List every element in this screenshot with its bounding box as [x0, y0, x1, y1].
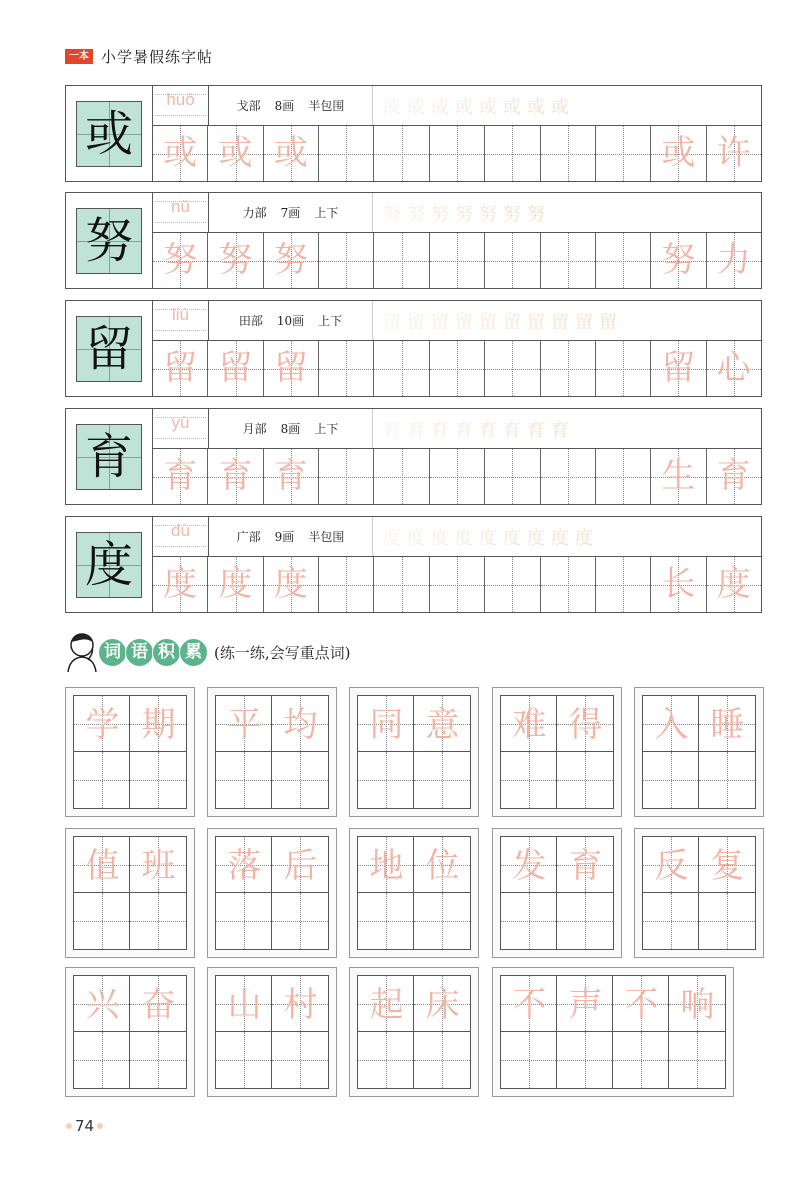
stroke-step: 留 — [455, 311, 473, 333]
stroke-count-label: 10画 — [276, 314, 305, 328]
word-grid-wrapper — [357, 695, 482, 809]
stroke-count-label: 7画 — [280, 206, 301, 220]
book-title: 小学暑假练字帖 — [101, 48, 214, 66]
writing-cell[interactable] — [208, 126, 263, 181]
writing-cell[interactable] — [264, 449, 319, 504]
word-writing-cell[interactable] — [130, 893, 186, 949]
structure-label: 上下 — [314, 422, 339, 436]
word-writing-cell[interactable] — [557, 1032, 613, 1088]
word-trace-text: 难得 — [512, 704, 625, 745]
word-box — [634, 828, 767, 958]
word-writing-cell[interactable] — [272, 893, 328, 949]
model-character-cell — [66, 301, 153, 396]
word-accumulation-heading — [62, 630, 350, 674]
character-info — [209, 517, 373, 556]
stroke-count-label: 8画 — [274, 99, 295, 113]
writing-cell[interactable] — [485, 126, 540, 181]
stroke-step: 留 — [431, 311, 449, 333]
model-character: 留 — [84, 321, 133, 377]
writing-cell[interactable] — [596, 341, 651, 396]
word-writing-cell[interactable] — [358, 893, 414, 949]
word-trace-text: 发育 — [512, 845, 625, 886]
stroke-step: 度 — [383, 527, 401, 549]
character-info-row — [153, 301, 761, 341]
word-grid-wrapper — [215, 695, 340, 809]
stroke-step: 育 — [407, 419, 425, 441]
character-info-row — [153, 409, 761, 449]
character-info — [209, 86, 373, 125]
writing-cell[interactable] — [707, 233, 761, 288]
trace-character: 育 — [273, 456, 308, 496]
writing-cell[interactable] — [707, 557, 761, 612]
stroke-step: 留 — [551, 311, 569, 333]
writing-cell[interactable] — [153, 449, 208, 504]
word-writing-cell[interactable] — [643, 752, 699, 808]
word-writing-cell[interactable] — [272, 1032, 328, 1088]
word-grid-wrapper — [73, 695, 198, 809]
character-info-row — [153, 517, 761, 557]
structure-label: 半包围 — [308, 530, 345, 544]
writing-cell[interactable] — [651, 341, 706, 396]
pinyin-text: liú — [171, 305, 189, 324]
model-character: 育 — [84, 429, 133, 485]
writing-cell[interactable] — [485, 341, 540, 396]
word-box — [207, 687, 340, 817]
writing-cells — [153, 126, 761, 181]
model-character-box — [76, 532, 142, 598]
word-character: 育 — [716, 456, 751, 496]
radical-label: 力部 — [242, 206, 267, 220]
stroke-order-sequence — [373, 409, 761, 448]
character-info — [209, 301, 373, 340]
word-trace-text: 起床 — [369, 984, 482, 1025]
word-character: 心 — [716, 348, 751, 388]
stroke-step: 育 — [527, 419, 545, 441]
trace-character: 或 — [273, 133, 308, 173]
stroke-step: 育 — [383, 419, 401, 441]
word-writing-cell[interactable] — [669, 1032, 725, 1088]
trace-character: 度 — [163, 564, 198, 604]
word-trace-text: 平均 — [227, 704, 340, 745]
word-character: 度 — [716, 564, 751, 604]
writing-cell[interactable] — [485, 449, 540, 504]
writing-cell[interactable] — [319, 233, 374, 288]
word-grid-wrapper — [73, 975, 198, 1089]
stroke-step: 努 — [407, 203, 425, 225]
trace-character: 育 — [163, 456, 198, 496]
word-writing-cell[interactable] — [414, 752, 470, 808]
writing-cell[interactable] — [707, 449, 761, 504]
word-writing-cell[interactable] — [699, 752, 755, 808]
stroke-step: 或 — [503, 96, 521, 118]
stroke-count-label: 8画 — [280, 422, 301, 436]
stroke-step: 留 — [479, 311, 497, 333]
character-info — [209, 193, 373, 232]
model-character-cell — [66, 86, 153, 181]
trace-character: 努 — [273, 240, 308, 280]
model-character: 度 — [84, 537, 133, 593]
word-writing-cell[interactable] — [358, 1032, 414, 1088]
trace-character: 留 — [273, 348, 308, 388]
dot-decoration — [97, 1123, 103, 1129]
word-writing-cell[interactable] — [501, 1032, 557, 1088]
stroke-step: 育 — [503, 419, 521, 441]
word-trace-text: 不声不响 — [512, 984, 737, 1025]
word-grid-wrapper — [215, 975, 340, 1089]
writing-cell[interactable] — [430, 233, 485, 288]
stroke-step: 或 — [431, 96, 449, 118]
word-box — [207, 828, 340, 958]
writing-cell[interactable] — [153, 126, 208, 181]
section-title-char: 累 — [179, 638, 208, 667]
section-subtitle: (练一练,会写重点词) — [214, 643, 351, 662]
writing-cell[interactable] — [541, 233, 596, 288]
model-character: 努 — [84, 213, 133, 269]
section-title — [98, 638, 206, 667]
word-writing-cell[interactable] — [557, 752, 613, 808]
writing-cell[interactable] — [374, 341, 429, 396]
word-trace-text: 山村 — [227, 984, 340, 1025]
stroke-step: 努 — [455, 203, 473, 225]
stroke-order-sequence — [373, 86, 761, 125]
stroke-step: 度 — [503, 527, 521, 549]
page-number — [66, 1117, 103, 1135]
stroke-order-sequence — [373, 517, 761, 556]
practice-row — [65, 516, 762, 613]
word-character: 留 — [661, 348, 696, 388]
word-writing-cell[interactable] — [643, 893, 699, 949]
word-grid-wrapper — [357, 975, 482, 1089]
series-logo: 一本 — [65, 49, 93, 64]
section-title-char: 积 — [152, 638, 181, 667]
word-writing-cell[interactable] — [414, 893, 470, 949]
stroke-step: 留 — [527, 311, 545, 333]
word-trace-text: 同意 — [369, 704, 482, 745]
stroke-step: 或 — [527, 96, 545, 118]
stroke-step: 或 — [455, 96, 473, 118]
word-trace-text: 地位 — [369, 845, 482, 886]
trace-character: 或 — [218, 133, 253, 173]
word-trace-text: 落后 — [227, 845, 340, 886]
model-character-box — [76, 424, 142, 490]
model-character: 或 — [84, 106, 133, 162]
word-writing-cell[interactable] — [130, 1032, 186, 1088]
writing-cell[interactable] — [319, 341, 374, 396]
writing-cell[interactable] — [208, 233, 263, 288]
model-character-box — [76, 101, 142, 167]
writing-cell[interactable] — [374, 233, 429, 288]
stroke-step: 留 — [575, 311, 593, 333]
word-trace-text: 值班 — [85, 845, 198, 886]
word-writing-cell[interactable] — [216, 1032, 272, 1088]
stroke-step: 育 — [479, 419, 497, 441]
pinyin-cell — [153, 517, 209, 556]
word-writing-cell[interactable] — [74, 752, 130, 808]
word-box — [349, 967, 482, 1097]
writing-cell[interactable] — [208, 449, 263, 504]
word-grid-wrapper — [500, 975, 737, 1089]
word-writing-cell[interactable] — [501, 893, 557, 949]
trace-character: 努 — [218, 240, 253, 280]
writing-cell[interactable] — [707, 126, 761, 181]
word-box — [349, 828, 482, 958]
stroke-step: 努 — [527, 203, 545, 225]
word-grid-wrapper — [500, 695, 625, 809]
stroke-step: 度 — [527, 527, 545, 549]
model-character-box — [76, 208, 142, 274]
word-box — [65, 967, 198, 1097]
word-trace-text: 兴奋 — [85, 984, 198, 1025]
writing-cell[interactable] — [374, 126, 429, 181]
word-grid-wrapper — [73, 836, 198, 950]
word-writing-cell[interactable] — [358, 752, 414, 808]
writing-cell[interactable] — [208, 341, 263, 396]
writing-cell[interactable] — [430, 557, 485, 612]
stroke-step: 留 — [503, 311, 521, 333]
model-character-cell — [66, 193, 153, 288]
stroke-step: 或 — [479, 96, 497, 118]
character-info-row — [153, 193, 761, 233]
writing-cell[interactable] — [264, 557, 319, 612]
practice-row — [65, 192, 762, 289]
stroke-step: 留 — [599, 311, 617, 333]
word-trace-text: 反复 — [654, 845, 767, 886]
model-character-cell — [66, 409, 153, 504]
stroke-step: 育 — [455, 419, 473, 441]
word-writing-cell[interactable] — [272, 752, 328, 808]
writing-cell[interactable] — [485, 557, 540, 612]
word-trace-text: 入睡 — [654, 704, 767, 745]
word-writing-cell[interactable] — [414, 1032, 470, 1088]
word-character: 许 — [716, 133, 751, 173]
practice-row — [65, 85, 762, 182]
character-info — [209, 409, 373, 448]
practice-row — [65, 300, 762, 397]
writing-cell[interactable] — [651, 126, 706, 181]
writing-cell[interactable] — [153, 341, 208, 396]
word-grid-wrapper — [357, 836, 482, 950]
word-box — [492, 967, 737, 1097]
stroke-order-sequence — [373, 193, 761, 232]
word-box — [65, 687, 198, 817]
writing-cell[interactable] — [319, 126, 374, 181]
stroke-order-sequence — [373, 301, 761, 340]
model-character-box — [76, 316, 142, 382]
writing-cells — [153, 557, 761, 612]
pinyin-cell — [153, 86, 209, 125]
trace-character: 育 — [218, 456, 253, 496]
writing-cell[interactable] — [153, 557, 208, 612]
writing-cell[interactable] — [707, 341, 761, 396]
stroke-step: 或 — [383, 96, 401, 118]
word-writing-cell[interactable] — [74, 893, 130, 949]
word-writing-cell[interactable] — [501, 752, 557, 808]
stroke-count-label: 9画 — [274, 530, 295, 544]
pinyin-text: yù — [171, 413, 190, 432]
structure-label: 上下 — [318, 314, 343, 328]
writing-cell[interactable] — [153, 233, 208, 288]
trace-character: 留 — [163, 348, 198, 388]
writing-cell[interactable] — [430, 341, 485, 396]
model-character-cell — [66, 517, 153, 612]
writing-cell[interactable] — [541, 557, 596, 612]
stroke-step: 或 — [551, 96, 569, 118]
word-character: 或 — [661, 133, 696, 173]
word-box — [634, 687, 767, 817]
structure-label: 上下 — [314, 206, 339, 220]
writing-cell[interactable] — [541, 449, 596, 504]
writing-cell[interactable] — [319, 557, 374, 612]
practice-row — [65, 408, 762, 505]
writing-cell[interactable] — [264, 126, 319, 181]
word-writing-cell[interactable] — [74, 1032, 130, 1088]
dot-decoration — [66, 1123, 72, 1129]
writing-cell[interactable] — [541, 341, 596, 396]
pinyin-cell — [153, 193, 209, 232]
word-grid-wrapper — [215, 836, 340, 950]
trace-character: 或 — [163, 133, 198, 173]
writing-cell[interactable] — [596, 557, 651, 612]
radical-label: 广部 — [236, 530, 261, 544]
writing-cell[interactable] — [596, 126, 651, 181]
word-writing-cell[interactable] — [699, 893, 755, 949]
stroke-step: 度 — [407, 527, 425, 549]
writing-cell[interactable] — [430, 449, 485, 504]
word-box — [207, 967, 340, 1097]
writing-cell[interactable] — [541, 126, 596, 181]
trace-character: 度 — [218, 564, 253, 604]
trace-character: 度 — [273, 564, 308, 604]
stroke-step: 努 — [479, 203, 497, 225]
word-writing-cell[interactable] — [130, 752, 186, 808]
writing-cell[interactable] — [430, 126, 485, 181]
word-grid-wrapper — [642, 836, 767, 950]
radical-label: 月部 — [242, 422, 267, 436]
writing-cell[interactable] — [596, 233, 651, 288]
word-trace-text: 学期 — [85, 704, 198, 745]
stroke-step: 度 — [479, 527, 497, 549]
pinyin-cell — [153, 301, 209, 340]
stroke-step: 度 — [455, 527, 473, 549]
stroke-step: 努 — [431, 203, 449, 225]
word-character: 力 — [716, 240, 751, 280]
writing-cell[interactable] — [651, 449, 706, 504]
trace-character: 留 — [218, 348, 253, 388]
stroke-step: 育 — [551, 419, 569, 441]
radical-label: 田部 — [238, 314, 263, 328]
page-header — [65, 46, 213, 67]
section-title-char: 语 — [125, 638, 154, 667]
writing-cells — [153, 449, 761, 504]
word-character: 生 — [661, 456, 696, 496]
word-character: 努 — [661, 240, 696, 280]
stroke-step: 度 — [575, 527, 593, 549]
pinyin-text: dù — [171, 521, 190, 540]
writing-cell[interactable] — [485, 233, 540, 288]
page-number-text: 74 — [75, 1117, 95, 1135]
word-writing-cell[interactable] — [216, 893, 272, 949]
word-writing-cell[interactable] — [557, 893, 613, 949]
writing-cell[interactable] — [208, 557, 263, 612]
stroke-step: 努 — [503, 203, 521, 225]
writing-cell[interactable] — [651, 557, 706, 612]
pinyin-text: nǔ — [171, 197, 190, 216]
stroke-step: 努 — [383, 203, 401, 225]
word-box — [492, 687, 625, 817]
writing-cells — [153, 341, 761, 396]
writing-cells — [153, 233, 761, 288]
pinyin-text: huò — [166, 90, 195, 109]
stroke-step: 留 — [407, 311, 425, 333]
section-title-char: 词 — [98, 638, 127, 667]
stroke-step: 度 — [551, 527, 569, 549]
writing-cell[interactable] — [596, 449, 651, 504]
stroke-step: 或 — [407, 96, 425, 118]
thinking-boy-icon — [62, 630, 102, 674]
stroke-step: 留 — [383, 311, 401, 333]
writing-cell[interactable] — [264, 341, 319, 396]
word-grid-wrapper — [500, 836, 625, 950]
word-box — [492, 828, 625, 958]
writing-cell[interactable] — [264, 233, 319, 288]
word-grid-wrapper — [642, 695, 767, 809]
trace-character: 努 — [163, 240, 198, 280]
word-box — [65, 828, 198, 958]
word-character: 长 — [661, 564, 696, 604]
character-info-row — [153, 86, 761, 126]
word-writing-cell[interactable] — [216, 752, 272, 808]
writing-cell[interactable] — [374, 557, 429, 612]
structure-label: 半包围 — [308, 99, 345, 113]
pinyin-cell — [153, 409, 209, 448]
word-box — [349, 687, 482, 817]
stroke-step: 度 — [431, 527, 449, 549]
writing-cell[interactable] — [651, 233, 706, 288]
word-writing-cell[interactable] — [613, 1032, 669, 1088]
radical-label: 戈部 — [236, 99, 261, 113]
stroke-step: 育 — [431, 419, 449, 441]
writing-cell[interactable] — [319, 449, 374, 504]
writing-cell[interactable] — [374, 449, 429, 504]
